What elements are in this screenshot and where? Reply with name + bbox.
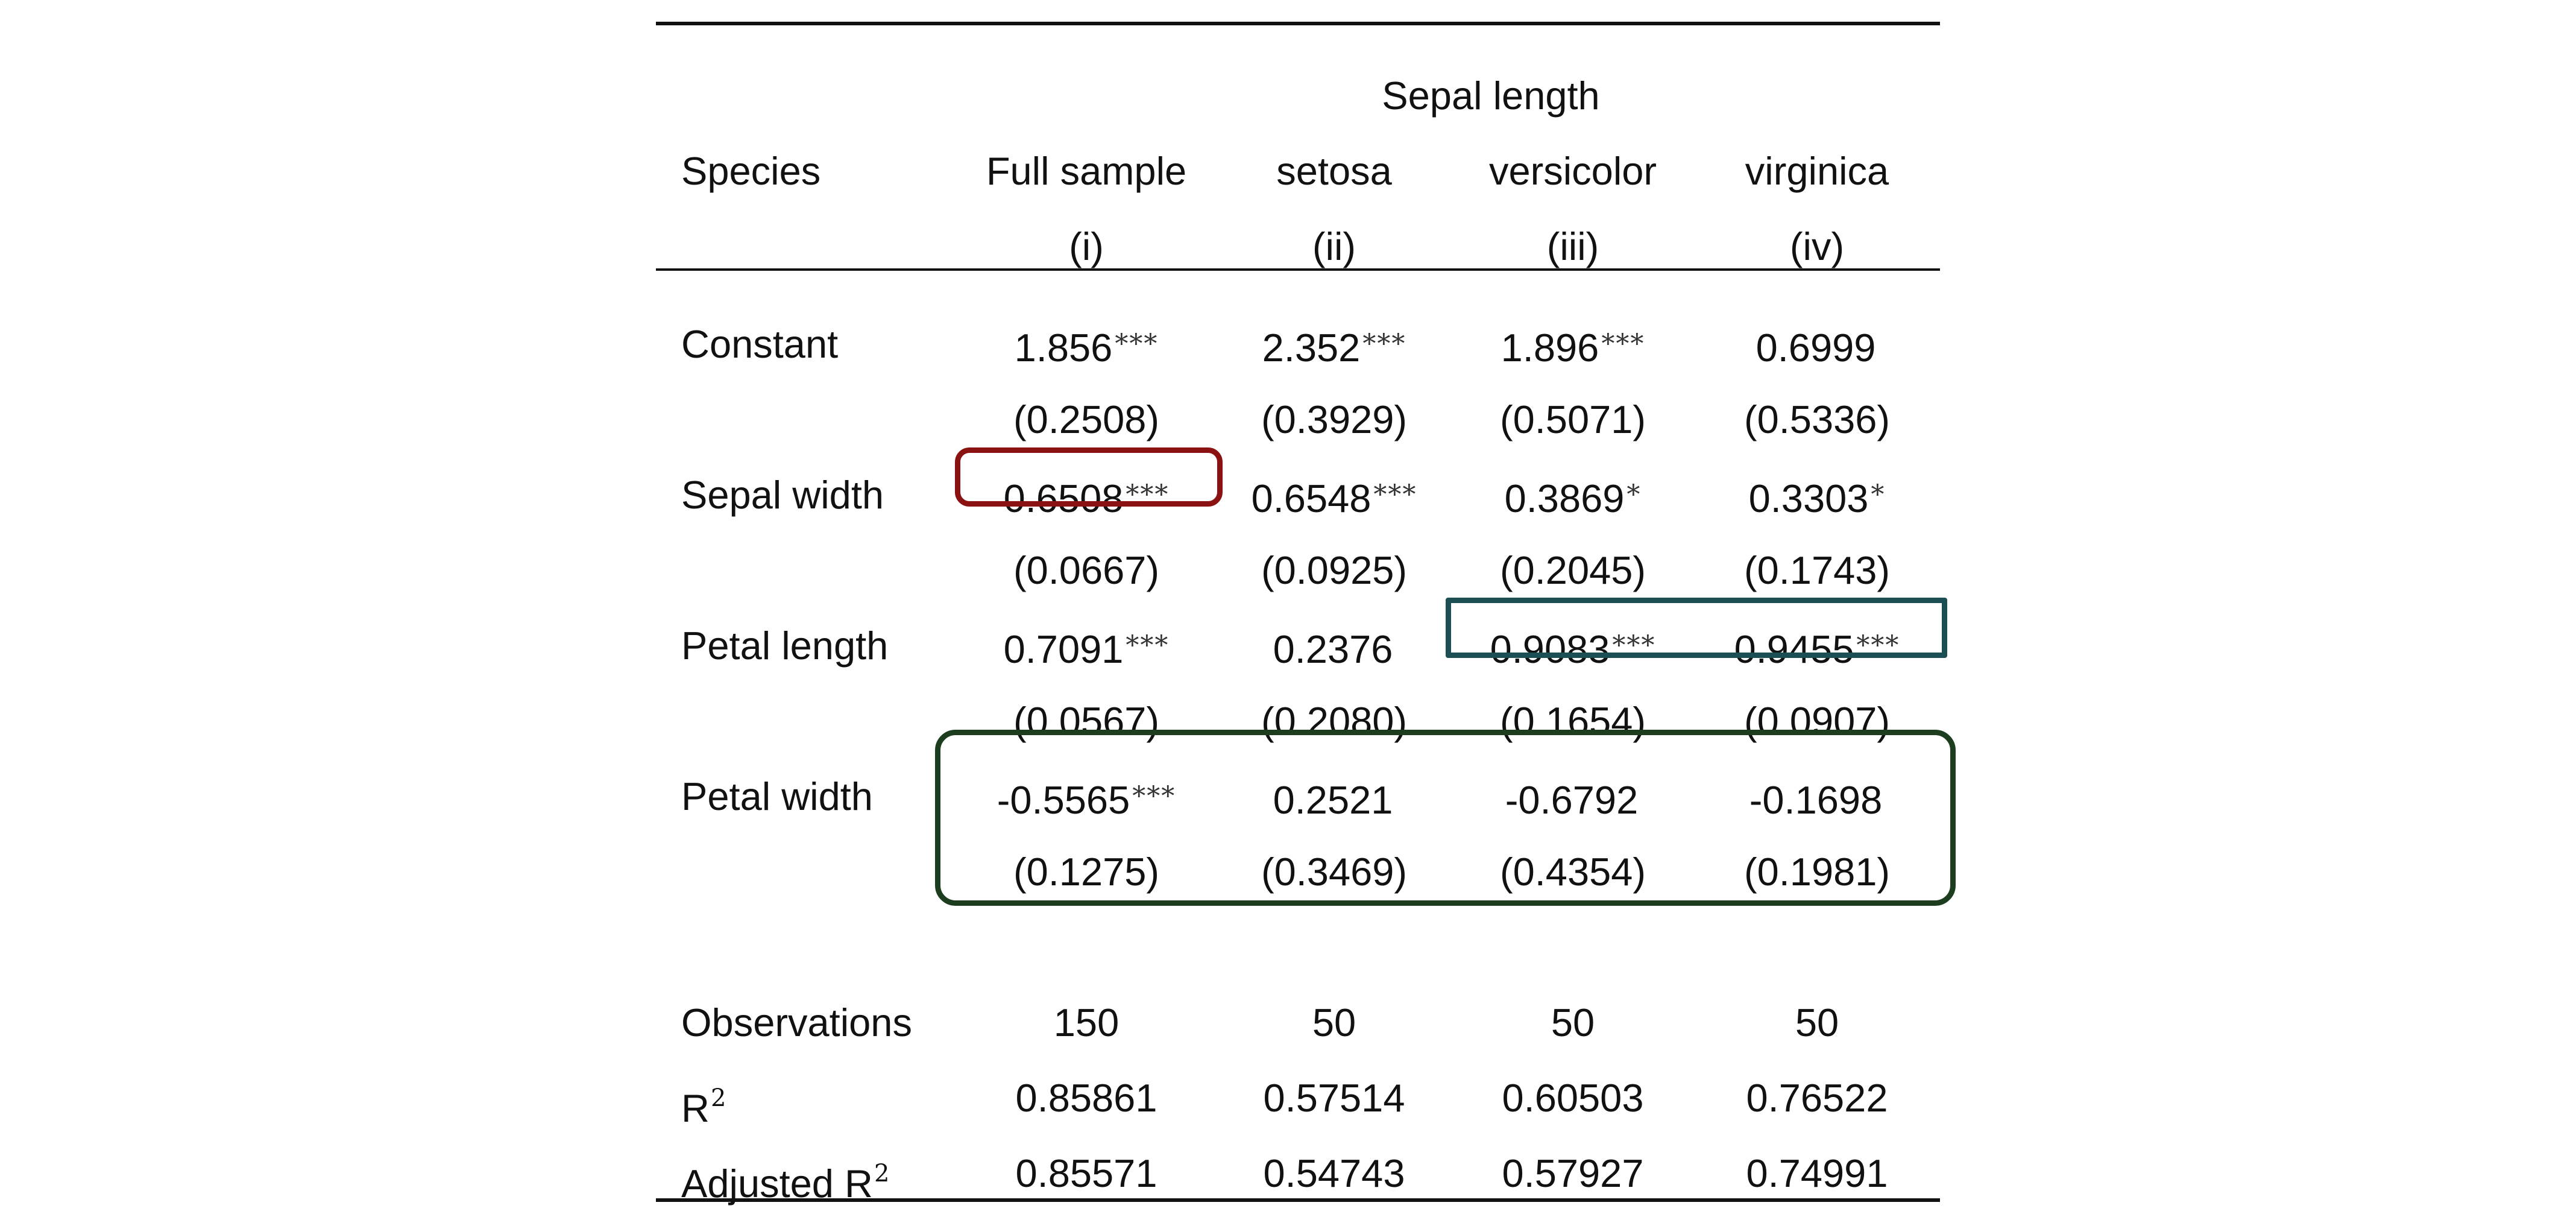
stat-value: 0.76522 xyxy=(1746,1076,1888,1120)
stat-value: 0.74991 xyxy=(1746,1151,1888,1195)
coef-value: 0.9083 xyxy=(1490,627,1610,671)
coef-cell xyxy=(966,311,1207,378)
row-label-constant: Constant xyxy=(681,322,839,366)
coef-value: 0.6508 xyxy=(1003,476,1124,520)
column-number-i: (i) xyxy=(1069,224,1104,268)
std-error: (0.1743) xyxy=(1743,548,1891,592)
stat-value: 0.85571 xyxy=(1015,1151,1157,1195)
row-label-sepal-width: Sepal width xyxy=(681,473,884,517)
coef-cell xyxy=(966,613,1207,679)
coef-value: 0.2521 xyxy=(1273,778,1393,822)
significance-stars: *** xyxy=(1132,781,1176,812)
significance-stars: * xyxy=(1871,479,1886,510)
significance-stars: *** xyxy=(1362,329,1406,359)
coef-value: 0.3869 xyxy=(1504,476,1625,520)
coef-value: 0.6548 xyxy=(1251,476,1371,520)
std-error: (0.1981) xyxy=(1743,850,1891,894)
species-label: Species xyxy=(681,149,821,193)
std-error: (0.2045) xyxy=(1499,548,1646,592)
significance-stars: *** xyxy=(1856,630,1900,661)
column-name-setosa: setosa xyxy=(1276,149,1392,193)
stat-value: 50 xyxy=(1551,1000,1595,1045)
coef-value: -0.5565 xyxy=(997,778,1130,822)
std-error: (0.2080) xyxy=(1261,699,1408,743)
highlight-box-sepal-width-full-sample xyxy=(955,447,1223,507)
stat-label-observations xyxy=(681,990,912,1056)
significance-stars: *** xyxy=(1126,479,1170,510)
stat-value: 0.85861 xyxy=(1015,1076,1157,1120)
coef-value: 1.856 xyxy=(1014,326,1113,370)
std-error: (0.1275) xyxy=(1013,850,1160,894)
significance-stars: *** xyxy=(1612,630,1656,661)
highlight-box-petal-length-subsamples xyxy=(1446,598,1947,658)
stat-value: 0.60503 xyxy=(1502,1076,1644,1120)
std-error: (0.4354) xyxy=(1499,850,1646,894)
stat-value: 150 xyxy=(1053,1000,1120,1045)
significance-stars: *** xyxy=(1115,329,1159,359)
significance-stars: *** xyxy=(1126,630,1170,661)
std-error: (0.3929) xyxy=(1261,397,1408,441)
stat-label-r-squared xyxy=(681,1065,726,1131)
std-error: (0.0567) xyxy=(1013,699,1160,743)
stat-value: 0.57927 xyxy=(1502,1151,1644,1195)
stat-label-adjusted-r-squared xyxy=(681,1140,889,1207)
coef-cell xyxy=(1452,311,1693,378)
significance-stars: * xyxy=(1627,479,1642,510)
dependent-variable-header: Sepal length xyxy=(1382,74,1600,118)
std-error: (0.0667) xyxy=(1013,548,1160,592)
column-name-virginica: virginica xyxy=(1745,149,1889,193)
row-label-petal-width: Petal width xyxy=(681,774,873,818)
superscript: 2 xyxy=(874,1160,890,1187)
stat-label-text: Adjusted R xyxy=(681,1162,873,1206)
coef-value: 0.7091 xyxy=(1003,627,1124,671)
coef-value: -0.6792 xyxy=(1505,778,1639,822)
std-error: (0.1654) xyxy=(1499,699,1646,743)
coef-value: 0.6999 xyxy=(1756,326,1876,370)
coef-cell xyxy=(1696,462,1938,528)
coef-value: 0.9455 xyxy=(1734,627,1854,671)
superscript: 2 xyxy=(710,1084,726,1112)
coef-cell xyxy=(1214,311,1455,378)
regression-table xyxy=(656,22,1940,1206)
std-error: (0.5336) xyxy=(1743,397,1891,441)
stat-value: 0.54743 xyxy=(1263,1151,1405,1195)
coef-cell xyxy=(1214,462,1455,528)
stat-label-text: Observations xyxy=(681,1000,912,1045)
top-rule xyxy=(656,22,1940,25)
stat-label-text: R xyxy=(681,1086,710,1130)
stat-value: 50 xyxy=(1795,1000,1839,1045)
coef-value: 1.896 xyxy=(1501,326,1599,370)
coef-value: -0.1698 xyxy=(1749,778,1883,822)
coef-cell xyxy=(1696,311,1938,378)
std-error: (0.3469) xyxy=(1261,850,1408,894)
std-error: (0.2508) xyxy=(1013,397,1160,441)
coef-cell xyxy=(1452,462,1693,528)
stat-value: 50 xyxy=(1312,1000,1356,1045)
column-name-versicolor: versicolor xyxy=(1488,149,1657,193)
row-label-petal-length: Petal length xyxy=(681,624,889,668)
coef-cell xyxy=(1214,613,1455,679)
std-error: (0.0925) xyxy=(1261,548,1408,592)
significance-stars: *** xyxy=(1601,329,1645,359)
coef-value: 0.2376 xyxy=(1273,627,1393,671)
column-name-full-sample: Full sample xyxy=(986,149,1187,193)
column-number-iv: (iv) xyxy=(1789,224,1845,268)
std-error: (0.5071) xyxy=(1499,397,1646,441)
column-number-iii: (iii) xyxy=(1546,224,1599,268)
significance-stars: *** xyxy=(1373,479,1417,510)
coef-value: 2.352 xyxy=(1262,326,1361,370)
stat-value: 0.57514 xyxy=(1263,1076,1405,1120)
std-error: (0.0907) xyxy=(1743,699,1891,743)
highlight-box-petal-width-row xyxy=(935,730,1956,906)
coef-value: 0.3303 xyxy=(1748,476,1869,520)
column-number-ii: (ii) xyxy=(1312,224,1356,268)
